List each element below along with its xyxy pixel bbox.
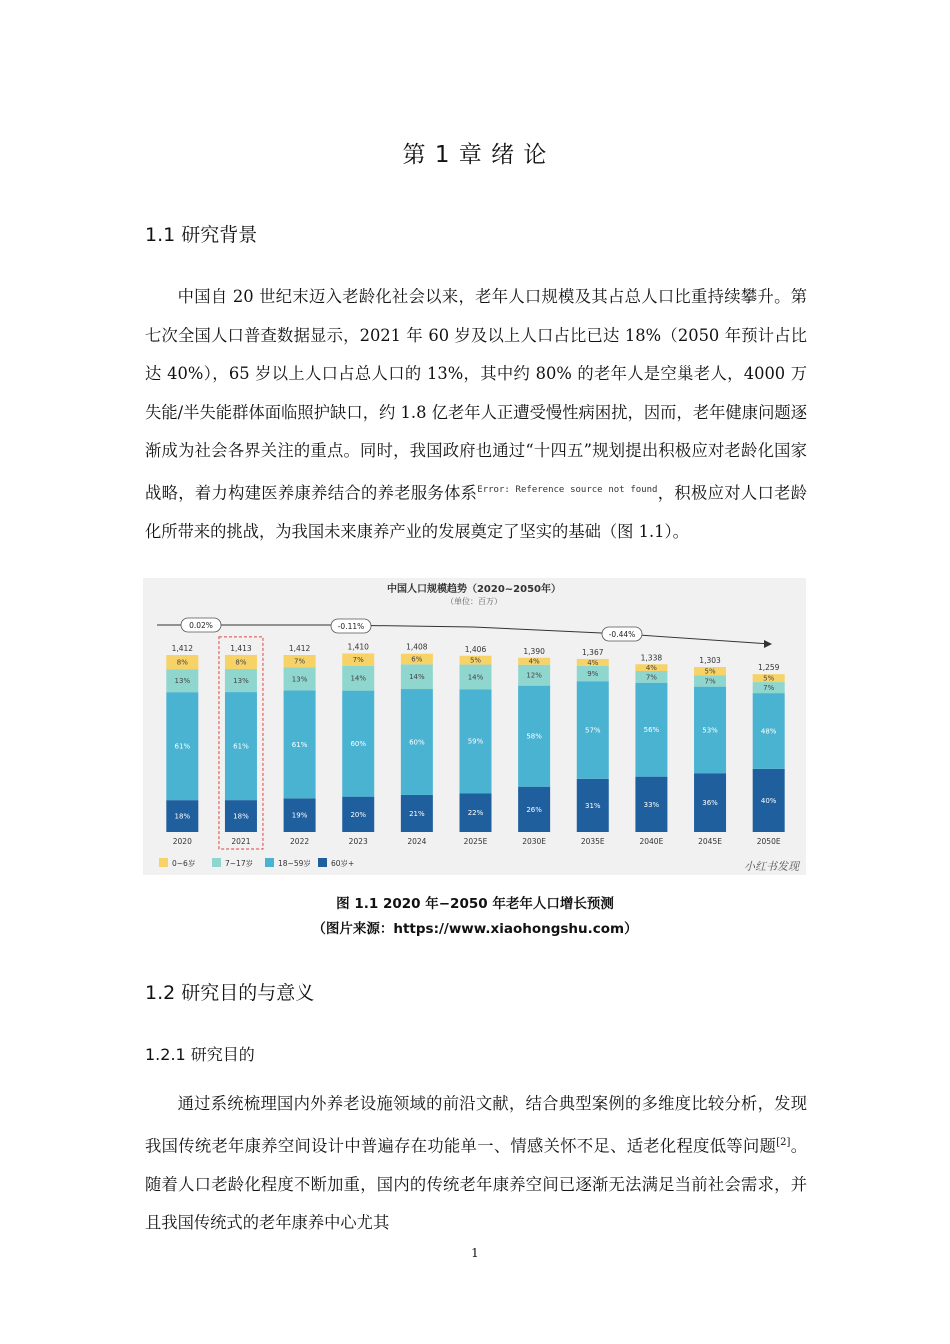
legend-swatch bbox=[212, 858, 221, 867]
x-tick-label: 2040E bbox=[639, 837, 664, 846]
bar-total-label: 1,412 bbox=[171, 644, 194, 653]
bar-segment-label: 14% bbox=[350, 674, 367, 683]
bar-segment-label: 18% bbox=[174, 812, 191, 821]
figure-caption: 图 1.1 2020 年−2050 年老年人口增长预测 bbox=[336, 896, 614, 912]
bar-total-label: 1,259 bbox=[757, 663, 780, 673]
bar-segment-label: 9% bbox=[587, 669, 599, 678]
bar-segment-label: 12% bbox=[526, 671, 542, 680]
bar-segment-label: 57% bbox=[584, 726, 601, 735]
bar-total-label: 1,406 bbox=[464, 644, 487, 654]
section-heading-1-1: 1.1 研究背景 bbox=[145, 224, 258, 246]
growth-rate-label: 0.02% bbox=[189, 621, 213, 630]
bar-segment-label: 33% bbox=[643, 800, 660, 809]
bar-total-label: 1,413 bbox=[230, 643, 252, 653]
x-tick-label: 2030E bbox=[522, 837, 547, 846]
bar-segment-label: 13% bbox=[233, 677, 249, 686]
bar-segment-label: 14% bbox=[467, 673, 484, 682]
bar-segment-label: 7% bbox=[352, 656, 364, 665]
bar-segment-label: 4% bbox=[587, 658, 599, 667]
bar-segment-label: 36% bbox=[702, 799, 718, 808]
x-tick-label: 2022 bbox=[290, 837, 310, 846]
bar-segment-label: 40% bbox=[760, 796, 777, 805]
reference-error: Error: Reference source not found bbox=[477, 484, 658, 495]
x-tick-label: 2024 bbox=[407, 837, 427, 846]
bar-segment-label: 58% bbox=[526, 732, 542, 741]
growth-rate-label: -0.44% bbox=[608, 630, 636, 639]
legend-swatch bbox=[265, 858, 274, 867]
paragraph-text: 中国自 20 世纪末迈入老龄化社会以来，老年人口规模及其占总人口比重持续攀升。第七次全国人口普查数据显示，2021 年 60 岁及以上人口占比已达 18%（2050 年预计占比达 40%），65 岁以上人口占总人口的 13%，其中约 80% 的老年人是空巢老人，4000 万失能/半失能群体面临照护缺口，约 1.8 亿老年人正遭受慢性病困扰，因而，老年健康问题逐渐成为社会各界关注的重点。同时，我国政府也通过“十四五”规划提出积极应对老龄化国家战略，着力构建医养康养结合的养老服务体系 bbox=[145, 287, 807, 503]
x-tick-label: 2045E bbox=[698, 837, 722, 846]
x-tick-label: 2020 bbox=[172, 837, 192, 846]
bar-segment-label: 4% bbox=[528, 657, 540, 666]
chart-title: 中国人口规模趋势（2020~2050年） bbox=[386, 584, 562, 595]
bar-segment-label: 7% bbox=[645, 673, 657, 682]
legend-label: 18~59岁 bbox=[278, 859, 311, 868]
bar-segment-label: 48% bbox=[760, 727, 777, 736]
bar-segment-label: 6% bbox=[411, 655, 423, 664]
bar-segment-label: 18% bbox=[233, 812, 249, 821]
x-tick-label: 2023 bbox=[348, 837, 368, 846]
x-tick-label: 2035E bbox=[580, 837, 605, 846]
population-chart-figure bbox=[143, 578, 806, 875]
bar-segment-label: 60% bbox=[409, 738, 425, 747]
bar-total-label: 1,390 bbox=[523, 646, 545, 656]
bar-total-label: 1,303 bbox=[699, 656, 721, 666]
bar-segment-label: 22% bbox=[467, 809, 484, 818]
bar-segment-label: 13% bbox=[291, 675, 308, 684]
figure-source: （图片来源：https://www.xiaohongshu.com） bbox=[312, 921, 638, 937]
chapter-title: 第 1 章 绪 论 bbox=[402, 142, 548, 168]
paragraph-text-continued: 。随着人口老龄化程度不断加重，国内的传统老年康养空间已逐渐无法满足当前社会需求，并且我国传统式的老年康养中心尤其 bbox=[145, 1136, 807, 1233]
bar-segment-label: 7% bbox=[704, 677, 716, 686]
growth-trend-arrowhead bbox=[764, 640, 772, 648]
bar-total-label: 1,338 bbox=[640, 653, 663, 663]
bar-segment-label: 61% bbox=[174, 742, 191, 751]
citation-ref: [2] bbox=[776, 1136, 791, 1148]
x-tick-label: 2021 bbox=[231, 837, 251, 846]
bar-segment-label: 21% bbox=[409, 809, 425, 818]
bar-segment-label: 7% bbox=[294, 657, 306, 666]
paragraph-purpose bbox=[145, 1085, 807, 1243]
bar-total-label: 1,367 bbox=[582, 647, 604, 657]
growth-rate-label: -0.11% bbox=[337, 622, 365, 631]
legend-swatch bbox=[159, 858, 168, 867]
bar-segment-label: 4% bbox=[645, 664, 657, 673]
page-number: 1 bbox=[471, 1246, 479, 1260]
bar-segment-label: 61% bbox=[291, 740, 308, 749]
bar-total-label: 1,408 bbox=[406, 642, 428, 652]
legend-swatch bbox=[318, 858, 327, 867]
bar-segment-label: 60% bbox=[350, 740, 367, 749]
section-heading-1-2: 1.2 研究目的与意义 bbox=[145, 982, 315, 1004]
legend-label: 0~6岁 bbox=[172, 859, 196, 868]
section-heading-1-2-1: 1.2.1 研究目的 bbox=[145, 1045, 255, 1064]
bar-segment-label: 5% bbox=[763, 674, 775, 683]
bar-segment-label: 7% bbox=[763, 684, 775, 693]
bar-segment-label: 13% bbox=[174, 677, 191, 686]
x-tick-label: 2050E bbox=[756, 837, 781, 846]
bar-segment-label: 5% bbox=[704, 667, 716, 676]
legend-label: 7~17岁 bbox=[225, 859, 254, 868]
chart-subtitle: （单位：百万） bbox=[446, 597, 502, 606]
bar-segment-label: 20% bbox=[350, 810, 367, 819]
growth-trend-line bbox=[157, 625, 771, 644]
bar-segment-label: 59% bbox=[467, 737, 484, 746]
legend-label: 60岁+ bbox=[331, 859, 355, 868]
bar-segment-label: 31% bbox=[584, 801, 601, 810]
paragraph-text: 通过系统梳理国内外养老设施领域的前沿文献，结合典型案例的多维度比较分析，发现我国传统老年康养空间设计中普遍存在功能单一、情感关怀不足、适老化程度低等问题 bbox=[145, 1094, 807, 1156]
watermark-text: 小红书发现 bbox=[744, 860, 799, 873]
bar-segment-label: 53% bbox=[702, 726, 718, 735]
bar-total-label: 1,412 bbox=[288, 644, 311, 653]
bar-segment-label: 26% bbox=[526, 805, 542, 814]
paragraph-background bbox=[145, 278, 807, 552]
bar-segment-label: 56% bbox=[643, 726, 660, 735]
bar-segment-label: 19% bbox=[291, 811, 308, 820]
paragraph-text-continued: ，积极应对人口老龄化所带来的挑战，为我国未来康养产业的发展奠定了坚实的基础（图 1.1）。 bbox=[145, 483, 807, 541]
bar-segment-label: 8% bbox=[176, 658, 188, 667]
bar-segment-label: 5% bbox=[469, 656, 482, 665]
bar-total-label: 1,410 bbox=[347, 642, 369, 652]
bar-segment-label: 8% bbox=[235, 658, 247, 667]
population-trend-chart bbox=[143, 578, 806, 875]
bar-segment-label: 61% bbox=[233, 742, 249, 751]
bar-segment-label: 14% bbox=[409, 673, 425, 682]
x-tick-label: 2025E bbox=[463, 837, 488, 846]
